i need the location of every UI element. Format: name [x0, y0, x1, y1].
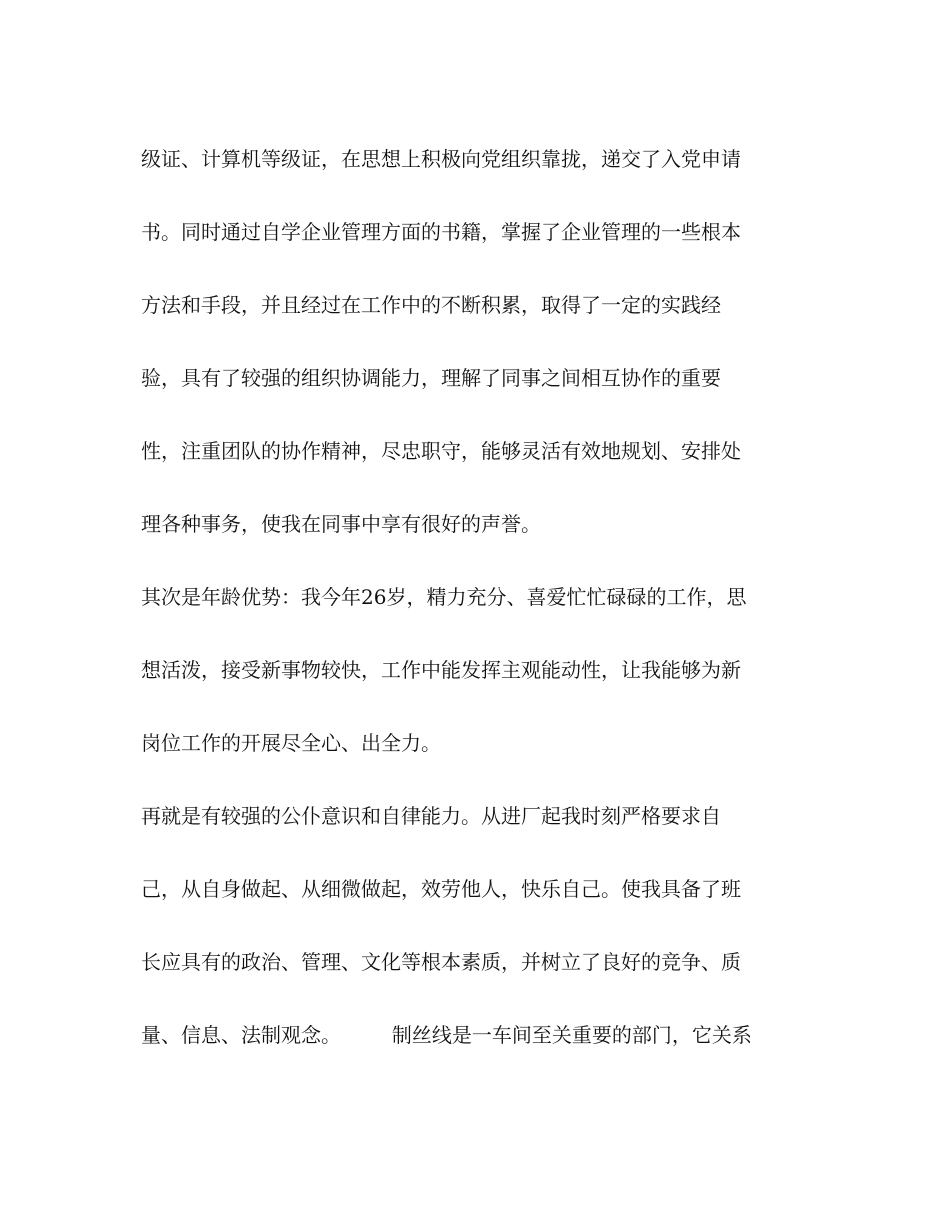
text-line: 己，从自身做起、从细微做起，效劳他人，快乐自己。使我具备了班: [141, 877, 741, 901]
text-line: 量、信息、法制观念。 制丝线是一车间至关重要的部门，它关系: [141, 1023, 752, 1047]
text-line: 理各种事务，使我在同事中享有很好的声誉。: [141, 512, 541, 536]
text-line: 再就是有较强的公仆意识和自律能力。从进厂起我时刻严格要求自: [141, 804, 721, 828]
text-line: 方法和手段，并且经过在工作中的不断积累，取得了一定的实践经: [141, 293, 721, 317]
text-line: 想活泼，接受新事物较快，工作中能发挥主观能动性，让我能够为新: [141, 658, 741, 682]
text-line: 验，具有了较强的组织协调能力，理解了同事之间相互协作的重要: [141, 366, 721, 390]
text-line: 级证、计算机等级证，在思想上积极向党组织靠拢，递交了入党申请: [141, 147, 741, 171]
text-line: 长应具有的政治、管理、文化等根本素质，并树立了良好的竞争、质: [141, 950, 741, 974]
body-text: [141, 135, 811, 1084]
text-line: 岗位工作的开展尽全心、出全力。: [141, 731, 441, 755]
text-line: 书。同时通过自学企业管理方面的书籍，掌握了企业管理的一些根本: [141, 220, 741, 244]
text-line: 其次是年龄优势：我今年26岁，精力充分、喜爱忙忙碌碌的工作，思: [141, 585, 747, 609]
text-line: 性，注重团队的协作精神，尽忠职守，能够灵活有效地规划、安排处: [141, 439, 741, 463]
